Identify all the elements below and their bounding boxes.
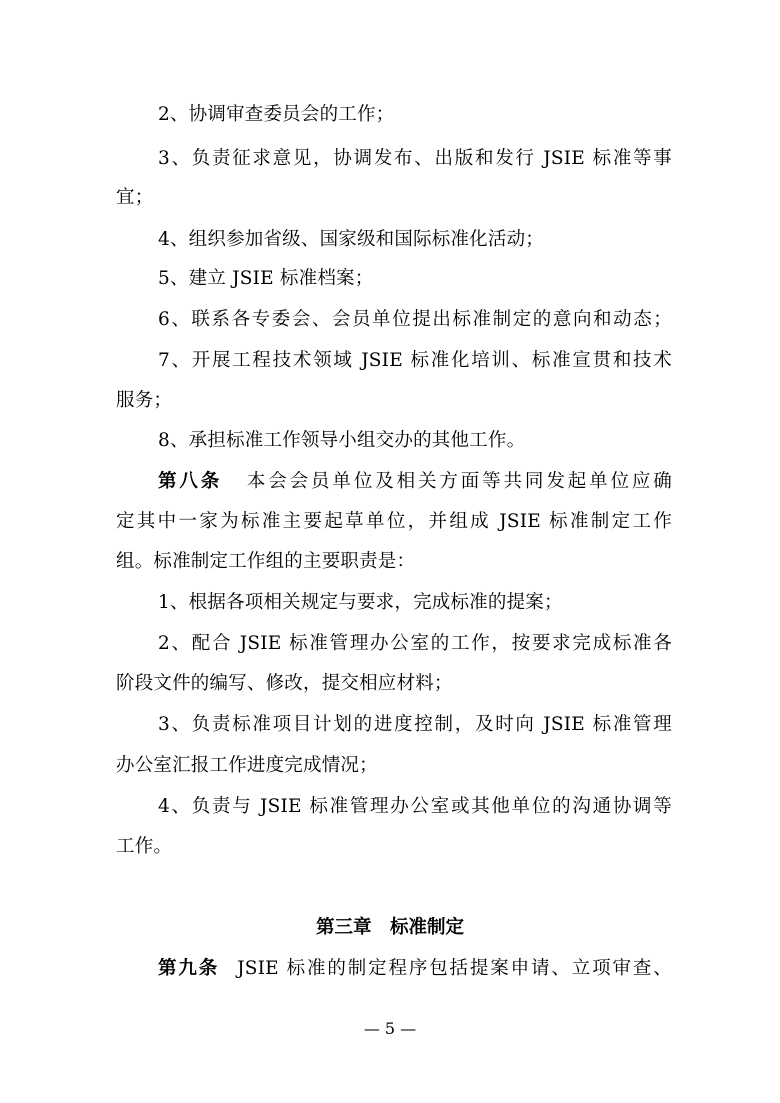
list-item: 1、根据各项相关规定与要求，完成标准的提案； <box>158 592 563 613</box>
article-9-text: JSIE 标准的制定程序包括提案申请、立项审查、 <box>237 958 672 979</box>
article-8-paragraph <box>158 469 672 495</box>
paragraph-line: 组。标准制定工作组的主要职责是： <box>116 551 416 572</box>
list-item: 8、承担标准工作领导小组交办的其他工作。 <box>158 430 526 451</box>
list-item: 3、负责征求意见，协调发布、出版和发行 JSIE 标准等事 <box>158 148 672 169</box>
list-item-continuation: 办公室汇报工作进度完成情况； <box>116 755 378 776</box>
article-8-label: 第八条 <box>158 471 223 492</box>
article-8-text: 本会会员单位及相关方面等共同发起单位应确 <box>244 471 672 492</box>
list-item: 5、建立 JSIE 标准档案； <box>158 268 374 289</box>
list-item: 4、组织参加省级、国家级和国际标准化活动； <box>158 229 544 250</box>
list-item: 3、负责标准项目计划的进度控制，及时向 JSIE 标准管理 <box>158 714 672 735</box>
page-number: — 5 — <box>363 1019 417 1038</box>
list-item: 4、负责与 JSIE 标准管理办公室或其他单位的沟通协调等 <box>158 796 672 817</box>
list-item-continuation: 工作。 <box>116 836 173 857</box>
list-item: 2、配合 JSIE 标准管理办公室的工作，按要求完成标准各 <box>158 633 672 654</box>
article-9-paragraph <box>158 956 672 982</box>
list-item-continuation: 宜； <box>116 187 154 208</box>
chapter-heading: 第三章 标准制定 <box>315 917 464 938</box>
list-item: 6、联系各专委会、会员单位提出标准制定的意向和动态； <box>158 309 672 330</box>
paragraph-line: 定其中一家为标准主要起草单位，并组成 JSIE 标准制定工作 <box>116 511 672 532</box>
article-9-label: 第九条 <box>158 958 220 979</box>
list-item-continuation: 服务； <box>116 390 173 411</box>
list-item: 2、协调审查委员会的工作； <box>158 104 395 125</box>
list-item-continuation: 阶段文件的编写、修改，提交相应材料； <box>116 673 453 694</box>
list-item: 7、开展工程技术领域 JSIE 标准化培训、标准宣贯和技术 <box>158 350 672 371</box>
